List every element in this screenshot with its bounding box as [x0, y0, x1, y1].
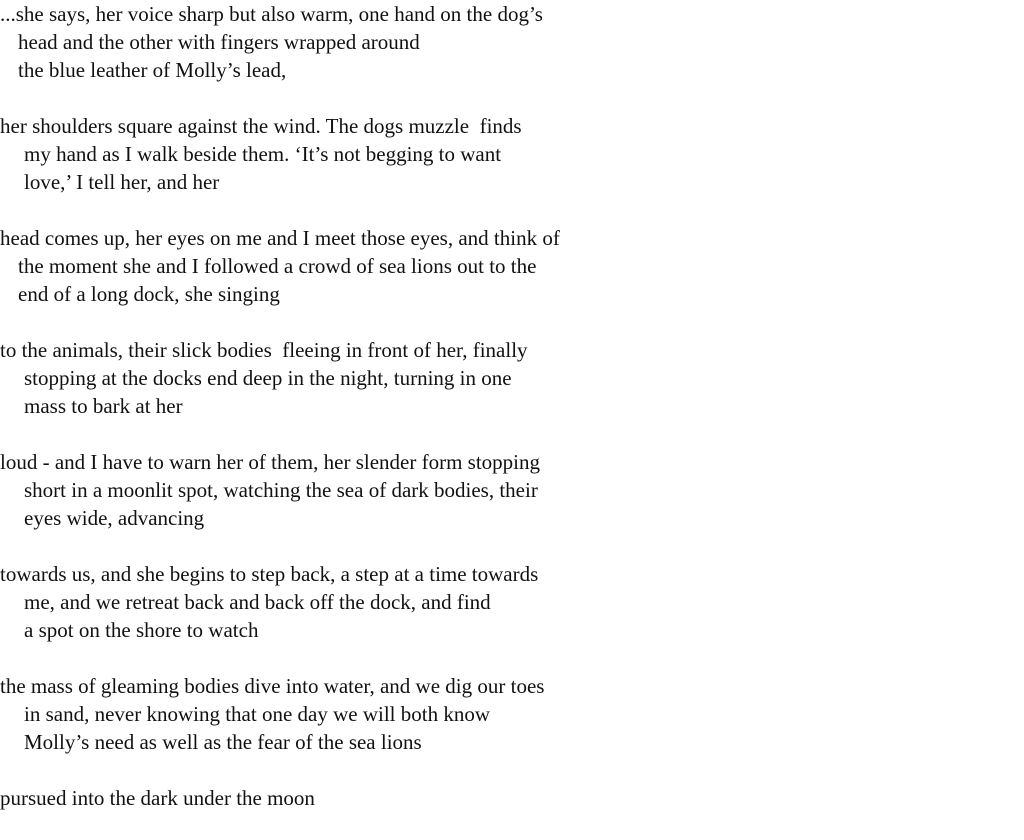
poem-line: end of a long dock, she singing	[18, 282, 280, 306]
stanza-6	[0, 560, 1024, 644]
stanza-7	[0, 672, 1024, 756]
poem-line: the blue leather of Molly’s lead,	[18, 58, 287, 82]
poem-line: head and the other with fingers wrapped around	[18, 30, 420, 54]
poem-line: loud - and I have to warn her of them, her slender form stopping	[0, 450, 541, 474]
stanza-4	[0, 336, 1024, 420]
poem-line: towards us, and she begins to step back, a step at a time towards	[0, 562, 539, 586]
poem-line: eyes wide, advancing	[24, 506, 205, 530]
stanza-1	[0, 0, 1024, 84]
stanza-8	[0, 784, 1024, 812]
poem-line: a spot on the shore to watch	[24, 618, 259, 642]
poem-line: mass to bark at her	[24, 394, 183, 418]
stanza-5	[0, 448, 1024, 532]
poem-line: me, and we retreat back and back off the dock, and find	[24, 590, 491, 614]
poem-line: head comes up, her eyes on me and I meet those eyes, and think of	[0, 226, 560, 250]
poem-line: short in a moonlit spot, watching the sea of dark bodies, their	[24, 478, 538, 502]
stanza-2	[0, 112, 1024, 196]
poem-line: the moment she and I followed a crowd of sea lions out to the	[18, 254, 537, 278]
poem-line: love,’ I tell her, and her	[24, 170, 220, 194]
poem-line: ...she says, her voice sharp but also warm, one hand on the dog’s	[0, 2, 543, 26]
poem-line: in sand, never knowing that one day we will both know	[24, 702, 490, 726]
poem-line: to the animals, their slick bodies fleeing in front of her, finally	[0, 338, 528, 362]
poem-line: my hand as I walk beside them. ‘It’s not begging to want	[24, 142, 502, 166]
poem-line: pursued into the dark under the moon	[0, 786, 315, 810]
poem-line: Molly’s need as well as the fear of the sea lions	[24, 730, 422, 754]
stanza-3	[0, 224, 1024, 308]
poem-line: her shoulders square against the wind. The dogs muzzle finds	[0, 114, 522, 138]
poem-line: the mass of gleaming bodies dive into water, and we dig our toes	[0, 674, 545, 698]
poem-line: stopping at the docks end deep in the night, turning in one	[24, 366, 512, 390]
